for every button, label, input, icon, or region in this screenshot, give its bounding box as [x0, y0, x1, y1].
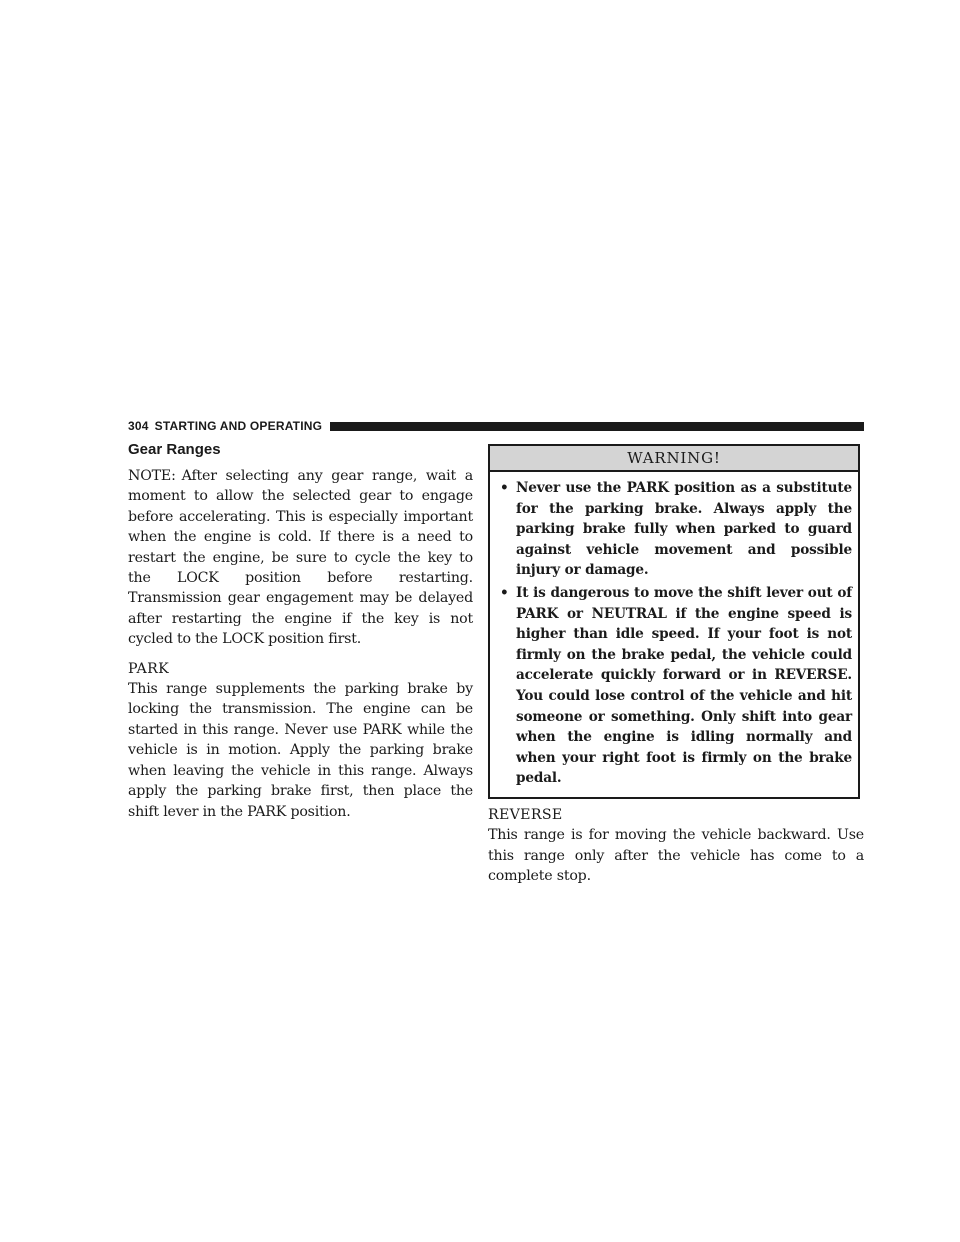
section-heading-gear-ranges: Gear Ranges: [128, 441, 221, 458]
note-text: After selecting any gear range, wait a moment to allow the selected gear to engage before accelerating. This is especially important when the engine is cold. If there is a need to restart the engine, be sure to cycle the key to the LOCK position before restarting. Transmission gear engagement may be delayed after restarting the engine if the key is not cycled to the LOCK position first.: [128, 468, 473, 648]
note-label: NOTE:: [128, 468, 176, 484]
page-number: 304: [128, 419, 149, 433]
reverse-paragraph: This range is for moving the vehicle backward. Use this range only after the vehicle has come to a complete stop.: [488, 827, 864, 885]
right-column: [488, 444, 864, 887]
park-paragraph: This range supplements the parking brake by locking the transmission. The engine can be started in this range. Never use PARK while the vehicle is in motion. Apply the parking brake when leaving the vehicle in this range. Always apply the parking brake first, then place the shift lever in the PARK position.: [128, 681, 473, 820]
warning-list: [490, 472, 858, 797]
running-head: STARTING AND OPERATING: [154, 419, 323, 433]
warning-title: WARNING!: [490, 446, 858, 472]
warning-item: [500, 478, 852, 581]
header-rule: [330, 422, 864, 431]
left-column: [128, 440, 473, 822]
reverse-block: [488, 805, 864, 887]
warning-item-text: Never use the PARK position as a substitute for the parking brake. Always apply the parking brake fully when parked to guard against vehicle movement and possible injury or damage.: [516, 480, 852, 579]
warning-box: [488, 444, 860, 799]
warning-item: [500, 583, 852, 789]
bullet-icon: •: [500, 480, 509, 496]
note-paragraph: [128, 466, 473, 650]
page-header: [128, 419, 864, 433]
bullet-icon: •: [500, 584, 509, 601]
warning-item-text: It is dangerous to move the shift lever out of PARK or NEUTRAL if the engine speed is higher than idle speed. If your foot is not firmly on the brake pedal, the vehicle could accelerate quickly forward or in REVERSE. You could lose control of the vehicle and hit someone or something. Only shift into gear when the engine is idling normally and when your right foot is firmly on the brake pedal.: [516, 584, 852, 787]
park-heading: PARK: [128, 660, 169, 677]
reverse-heading: REVERSE: [488, 806, 563, 823]
